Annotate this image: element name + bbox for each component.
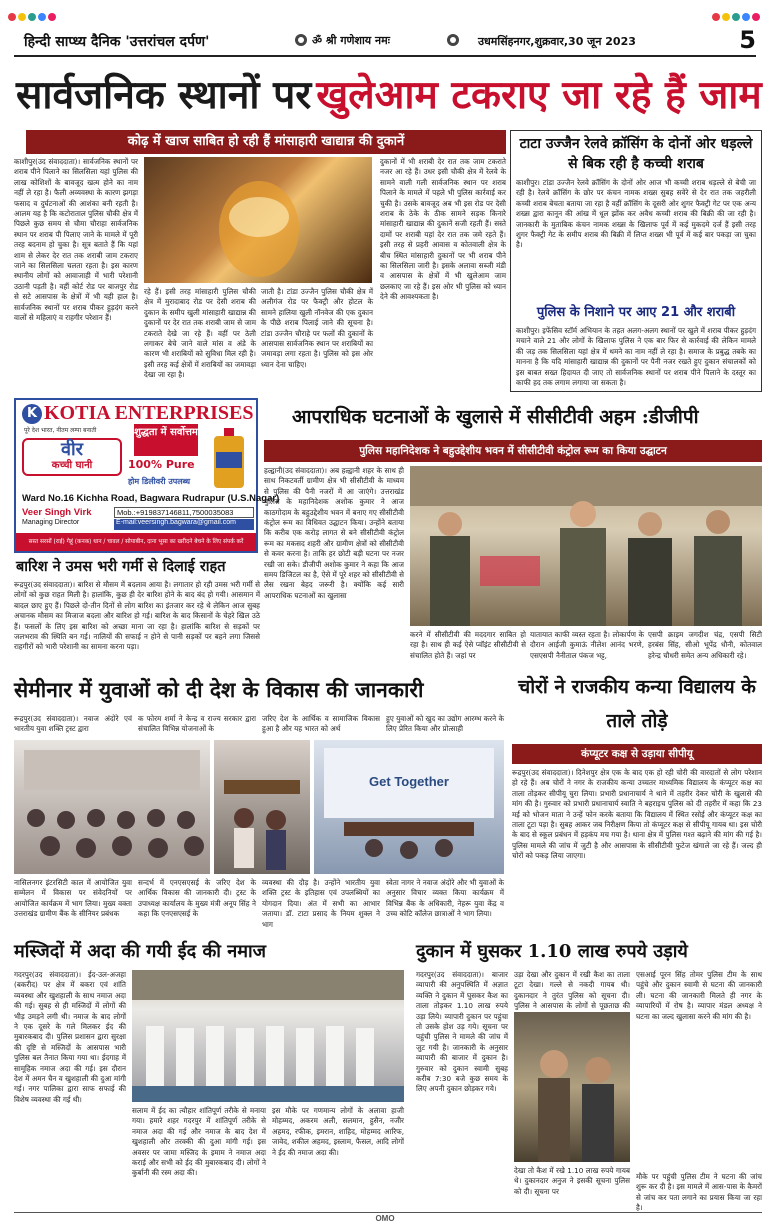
ad-tagline: शुद्धता में सर्वोत्तम <box>134 424 198 456</box>
ad-brand-sub: कच्ची घानी <box>51 460 93 471</box>
color-dots-right <box>682 6 762 18</box>
news-photo <box>214 740 310 874</box>
article-column: हल्द्वानी(उद संवाददाता)। अब हल्द्वानी शहर के साथ ही साथ निकटवर्ती ग्रामीण क्षेत्र भी सीसीटीवी के माध्यम से पुलिस की पैनी नजरों में आ जाएंगे। उत्तराखंड पुलिस के महानिदेशक अशोक कुमार ने आज काठगोदाम के बहुउद्देशीय भवन में बनाए गए सीसीटीवी कंट्रोल रूम का विधिवत उद्घाटन किया। उन्होंने बताया कि करीब एक करोड़ लागत से बने सीसीटीवी कंट्रोल रूम का मकसद शहरी और ग्रामीण क्षेत्रों को सीसीटीवी से कवर करना है। ताकि हर छोटी बड़ी घटना पर नजर रखी जा सके। डीजीपी अशोक कुमार ने कहा कि आज समय डिजिटल का है, ऐसे में पूरे शहर को सीसीटीवी से लैस रखना बेहद जरूरी है। क्योंकि कई सारी आपराधिक घटनाओं का खुलासा <box>264 466 404 600</box>
article-body: काशीपुर। टांडा उज्जैन रेलवे क्रॉसिंग के दोनों ओर आज भी कच्ची शराब धड़ल्ले से बेची जा रही है। रेलवे क्रॉसिंग के छोर पर कंचन नामक शख्स सुबह सवेरे से देर रात तक जहरीली कच्ची शराब बेचता बताया जा रहा है वहीं क्रॉसिंग के दूसरी ओर शुगर फैक्ट्री गेट पर एक अन्य शख्स द्वारा कानून की आंख में धूल झोंक कर अवैध कच्ची शराब की बिक्री की जा रही है। जानकारी के मुताबिक कंचन नामक शख्स के खिलाफ पूर्व में कई मुकदमे दर्ज हैं इसी तरह शुगर फैक्ट्री गेट के समीप शराब की बिक्री में लिप्त शख्स भी पूर्व में कई बार पकड़ा जा चुका है। <box>516 178 756 250</box>
article-subhead: कोढ़ में खाज साबित हो रही हैं मांसाहारी खाद्यान्न की दुकानें <box>26 130 506 154</box>
dot-icon <box>48 13 56 21</box>
dot-icon <box>752 13 760 21</box>
banner-headline <box>16 64 762 126</box>
article-headline: बारिश ने उमस भरी गर्मी से दिलाई राहत <box>16 559 226 575</box>
article-column: स्वेता नागर ने नवाज अंदोरे और भी युवाओं के अनुसार विचार व्यक्त किया कार्यक्रम में विभिन्न बैंक के अधिकारी, नेहरू युवा केंद्र व उच्च कोटि कॉलेज छात्राओं ने भाग लिया। <box>386 878 504 919</box>
banner-part1: सार्वजनिक स्थानों पर <box>16 72 312 118</box>
photo-caption: यातायात काफी व्यस्त रहता है। लोकार्पण के दौरान आईजी कुमाऊं नीलेश आनंद भरणे, एसएसपी नैनीताल पंकज भट्ट, <box>530 630 644 660</box>
invocation: ॐ श्री गणेशाय नमः <box>312 34 390 47</box>
page-number: 5 <box>739 26 756 54</box>
ad-logo-icon: K <box>22 404 42 424</box>
article-column: व्यवस्था की दौड़ है। उन्होंने भारतीय युवा शक्ति ट्रस्ट के इतिहास एवं उपलब्धियों का योगदान दिया। अंत में सभी का आभार जताया। डॉ. टाटा प्रसाद के नियम शुक्ल ने भाग <box>262 878 380 929</box>
stage-text: Get Together <box>369 774 449 789</box>
article-column: इस मौके पर गणमान्य लोगों के अलावा हाजी मोहम्मद, अकरम अली, सलमान, हुसैन, नजीर अहमद, रफीक, इमरान, शाहिद, मोहम्मद आरिफ, जावेद, शकील अहमद, इस्लाम, फैसल, आदि लोगों ने ईद की नमाज अदा की। <box>272 1106 404 1157</box>
footer-rule <box>14 1212 762 1213</box>
emblem-icon <box>294 33 308 47</box>
article-headline: पुलिस के निशाने पर आए 21 और शराबी <box>536 305 736 320</box>
dot-icon <box>18 13 26 21</box>
ad-brand: वीर <box>60 439 84 460</box>
footer-mark: OMO <box>375 1214 395 1223</box>
dot-icon <box>722 13 730 21</box>
dot-icon <box>732 13 740 21</box>
ad-contact-role: Managing Director <box>22 519 80 526</box>
news-photo <box>410 466 762 626</box>
article-body: काशीपुर। इफेंसिव स्टॉर्म अभियान के तहत अलग-अलग स्थानों पर खुले में शराब पीकर हुड़दंग मचाने वाले 21 और लोगों के खिलाफ पुलिस ने एक बार फिर से कार्रवाई की लेकिन मामले की जड़ तक सिलसिला यहां क्षेत्र में थमने का नाम नहीं ले रहा है। समाज के प्रबुद्ध तबके का मानना है कि यदि मांसाहारी खाद्यान्न की दुकानों पर पैनी नजर रखते हुए दुकान संचालकों को इस बाबत सख्त हिदायत दी जाए तो सार्वजनिक स्थानों पर शराब पीने पिलाने के दस्तूर का काफी हद तक लगाम लगाया जा सकता है। <box>516 326 756 388</box>
article-column: जाती है। टांडा उज्जैन पुलिस चौकी क्षेत्र में अलीगंज रोड पर फैक्ट्री और होटल के सामने हालिया खुली नॉनवेज की एक दुकान के पीछे शराब पिलाई जाने की सूचना है। टांडा उज्जैन चौराहे पर फलों की दुकानों के आसपास सार्वजनिक स्थान पर शराबियों का जमावड़ा लगा रहता है। पुलिस को इस ओर ध्यान देना चाहिए। <box>261 287 373 369</box>
article-headline: आपराधिक घटनाओं के खुलासे में सीसीटीवी अहम :डीजीपी <box>292 406 699 428</box>
article-headline: दुकान में घुसकर 1.10 लाख रुपये उड़ाये <box>416 941 688 962</box>
oil-bottle-icon <box>208 428 250 490</box>
article-subhead: कंप्यूटर कक्ष से उड़ाया सीपीयू <box>512 744 762 764</box>
photo-caption: करने में सीसीटीवी की मददगार साबित हो रहा है। साथ ही कई ऐसे प्वॉइंट सीसीटीवी से संचालित होते हैं। जहां पर <box>410 630 526 660</box>
news-photo <box>144 157 372 283</box>
paper-name: हिन्दी साप्ध्य दैनिक 'उत्तरांचल दर्पण' <box>24 34 210 50</box>
article-headline: मस्जिदों में अदा की गयी ईद की नमाज <box>14 941 266 962</box>
dot-icon <box>742 13 750 21</box>
article-body: रूद्रपुर(उद संवाददाता)। दिनेशपुर क्षेत्र एक के बाद एक हो रही चोरी की वारदातों से लोग परेशान हो रहे हैं। अब चोरों ने नगर के राजकीय कन्या उच्चतर माध्यमिक विद्यालय के कंप्यूटर कक्ष का ताला तोड़कर सीपीयू चुरा लिया। प्रभारी प्रधानाचार्य ने थाने में तहरीर देकर चोरी के खुलासे की मांग की है। गुरुवार को प्रभारी प्रधानाचार्य स्वाति ने बहराइच पुलिस को दी तहरीर में कहा कि 23 मई को भोजन माता ने उन्हें फोन करके बताया कि विद्यालय में स्थित रसोई और कंप्यूटर कक्ष का ताला टूटा पड़ा है। सुबह आकर जब निरीक्षण किया तो कंप्यूटर कक्ष से सीपीयू गायब था। इस चोरी के बाद से स्कूल प्रबंधन में हड़कंप मच गया है। थाना क्षेत्र में पुलिस गश्त बढ़ाने की मांग की गई है। पुलिस मामले की जांच में जुटी है और आसपास के सीसीटीवी फुटेज खंगाले जा रहे हैं। जल्द ही चोरों को पकड़ लिया जाएगा। <box>512 768 762 861</box>
emblem-icon <box>446 33 460 47</box>
article-column: नासिलनगर इंटरसिटी काल में आयोजित युवा सम्मेलन में विकास पर संवेदनियों पर आयोजित कार्यक्रम में भाग लिया। मुख्य वक्ता उत्तराखंड ग्रामीण बैंक के सीनियर प्रबंधक <box>14 878 132 919</box>
article-column: दुकानों में भी शराबी देर रात तक जाम टकराते नजर आ रहे हैं। उधर इसी चौकी क्षेत्र में रेलवे के सामने वाली गली सार्वजनिक स्थान पर शराब पिलाने के मामले में पहले भी पुलिस कार्रवाई कर चुकी है। उसके बावजूद अब भी इस रोड पर देसी शराब के ठेके के ठीक सामने सड़क किनारे मांसाहारी खाद्यान्न की दुकानें सजी रहती हैं। सस्ते दामों पर शराबी यहां देर रात तक जमे रहते हैं। इसी तरह से प्रहरी आवास व कोतवाली क्षेत्र के बीच स्थित मांसाहारी दुकानों पर भी शराब पीने का सिलसिला जारी है। इसके अलावा सब्जी मंडी व आसपास के क्षेत्रों में भी खुलेआम जाम छलकाए जा रहे हैं। इस ओर भी पुलिस को ध्यान देने की आवश्यकता है। <box>380 157 506 302</box>
article-body: रूद्रपुर(उद संवाददाता)। बारिश से मौसम में बदलाव आया है। लगातार हो रही उमस भरी गर्मी से लोगों को कुछ राहत मिली है। हालांकि, कुछ ही देर बारिश होने के बाद बंद हो गयी। आसमान में बादल छाए हुए हैं। पिछले दो-तीन दिनों से लोग बारिश का इंतजार कर रहे थे लेकिन आज सुबह अचानक मौसम का मिजाज बदला और बारिश हो गई। बारिश के बाद किसानों के चेहरे खिल उठे हैं। फसलों के लिए इस बारिश को अच्छा माना जा रहा है। हालांकि बारिश से सड़कों पर जलभराव की स्थिति बन गई। नालियों की सफाई न होने से पानी सड़कों पर बहने लगा जिससे राहगीरों को भारी परेशानी का सामना करना पड़ा। <box>14 580 260 652</box>
article-column: सलाम में ईद का त्यौहार शांतिपूर्ण तरीके से मनाया गया। हमारे शहर गदरपुर में शांतिपूर्ण तरीके से नमाज अदा की गई और नमाज के बाद देश में खुशहाली और तरक्की की दुआ मांगी गई। इस अवसर पर जामा मस्जिद के इमाम ने नमाज अदा कराई और सभी को ईद की मुबारकबाद दी। लोगों ने कुर्बानी की रस्म अदा की। <box>132 1106 266 1178</box>
article-column: सन्दर्भ में एनएसएसई के जरिए देश के आर्थिक विकास की जानकारी दी। ट्रस्ट के उपाध्यक्ष कार्यालय के मुख्य मंत्री अनूप सिंह ने कहा कि एनएसएसई के <box>138 878 256 919</box>
ad-footer: सस्त सरसों (राई) गेहूं (कनक) धान / चावल / सोयाबीन, दाना भूसा का खरीदने बेचने के लिए संपर्क करें <box>16 533 256 551</box>
article-column: उड़ा देखा और दुकान में रखी कैश का ताला टूटा देखा। गल्ले से नकदी गायब थी। दुकानदार ने तुरंत पुलिस को सूचना दी। पुलिस ने आसपास के लोगों से पूछताछ की <box>514 970 630 1011</box>
photo-caption: एसपी क्राइम जगदीश चंद्र, एसपी सिटी हरबंस सिंह, सीओ भूपेंद्र धौनी, कोतवाल हरेन्द्र चौधरी समेत अन्य अधिकारी रहे। <box>648 630 762 660</box>
dot-icon <box>712 13 720 21</box>
ad-contact-name: Veer Singh Virk <box>22 507 92 518</box>
ad-delivery: होम डिलीवरी उपलब्ध <box>128 477 191 486</box>
news-photo <box>14 740 210 874</box>
dot-icon <box>38 13 46 21</box>
article-column: रूद्रपुर(उद संवाददाता)। नवाज अंदोरे एवं भारतीय युवा शक्ति ट्रस्ट द्वारा <box>14 714 132 734</box>
article-column: गदरपुर(उद संवाददाता)। बाजार व्यापारी की अनुपस्थिति में अज्ञात व्यक्ति ने दुकान में घुसकर कैश का ताला तोड़कर 1.10 लाख रुपये उड़ा लिये। व्यापारी दुकान पर पहुंचा तो उसके होश उड़ गये। सूचना पर पहुंची पुलिस ने मामले की जांच में जुट गयी है। जानकारी के अनुसार व्यापारी की बाजार में दुकान है। गुरुवार को दुकान स्वामी सुबह करीब 7:30 बजे कुछ समय के लिए अपनी दुकान छोड़कर गये। <box>416 970 508 1094</box>
banner-part2: खुलेआम टकराए जा रहे हैं जाम <box>316 72 762 118</box>
news-photo <box>514 1012 630 1162</box>
ad-slogan: पूरे देश भारत, नीतम लम्पा बनाती <box>24 427 97 434</box>
article-column: रहे हैं। इसी तरह मांसाहारी पुलिस चौकी क्षेत्र में मुरादाबाद रोड पर देसी शराब की दुकान के समीप खुली मांसाहारी खाद्यान्न की दुकानों पर देर रात तक शराबी जाम से जाम टकराते देखे जा रहे हैं। वहीं पर ठेली लगाकर बेचे जाने वाले मांस व अंडे के कारण भी शराबियों को सुविधा मिल रही है। इसी तरह कई क्षेत्रों में शराबियों का जमावड़ा देखा जा रहा है। <box>144 287 256 380</box>
news-photo <box>132 970 404 1102</box>
advertisement <box>14 398 280 553</box>
article-column: काशीपुर(उद संवाददाता)। सार्वजनिक स्थानों पर शराब पीने पिलाने का सिलसिला यहां पुलिस की लाख कोशिशों के बावजूद खत्म होने का नाम नहीं ले रहा है। फैली अव्यवस्था के कारण झगड़ा फसाद व दुर्घटनाओं की आशंका बनी रहती है। आलम यह है कि कटोराताल पुलिस चौकी क्षेत्र में पिछले कुछ समय से चौमा चौराहा सार्वजनिक स्थान पर शराब पी पिलाए जाने के मामले में पूरी तरह बदनाम हो चुका है। सूत्र बताते हैं कि यहां शाम से लेकर देर रात तक शराबी जाम टकराए जाने का सिलसिला चलता रहता है। इस कारण स्थानीय लोगों को आवाजाही में भारी परेशानी उठानी पड़ती है। वहीं कोर्ट रोड पर बाजपुर रोड से सटे आसपास के क्षेत्रों में भी यही हाल है। सार्वजनिक स्थानों पर शराब पीकर हुड़दंग करने वालों से महिलाएं व राहगीर परेशान हैं। <box>14 157 138 323</box>
article-column: गदरपुर(उद संवाददाता)। ईद-उल-अजहा (बकरीद) पर क्षेत्र में बकरा एवं शांति व्यवस्था और खुशहाली के साथ नमाज अदा की गई। सुबह से ही मस्जिदों में लोगों की भीड़ उमड़ने लगी थी। नमाज के बाद लोगों ने एक दूसरे के गले मिलकर ईद की मुबारकबाद दी। पुलिस प्रशासन द्वारा सुरक्षा की दृष्टि से मस्जिदों के आसपास भारी पुलिस बल तैनात किया गया था। ईदगाह में सामूहिक नमाज अदा की गई। इस दौरान देश में अमन चैन व खुशहाली की दुआ मांगी गई। नगर पालिका द्वारा साफ सफाई की विशेष व्यवस्था की गई थी। <box>14 970 126 1104</box>
photo-caption: मौके पर पहुंची पुलिस टीम ने घटना की जांच शुरू कर दी है। इस मामले में आस-पास के कैमरों से जांच कर पता लगाने का प्रयास किया जा रहा है। <box>636 1172 762 1213</box>
ad-pure: 100% Pure <box>128 458 195 471</box>
ad-company: KOTIA ENTERPRISES <box>44 402 254 424</box>
color-dots-left <box>8 6 88 18</box>
article-headline: चोरों ने राजकीय कन्या विद्यालय के ताले तोड़े <box>518 676 756 732</box>
ad-brand-box <box>22 438 122 476</box>
photo-caption: देखा तो कैश में रखे 1.10 लाख रुपये गायब थे। दुकानदार अनुज ने इसकी सूचना पुलिस को दी। सूचना पर <box>514 1166 630 1196</box>
article-headline: सेमीनार में युवाओं को दी देश के विकास की जानकारी <box>14 677 424 702</box>
article-headline: टाटा उज्जैन रेलवे क्रॉसिंग के दोनों ओर धड़ल्ले से बिक रही है कच्ची शराब <box>519 136 753 172</box>
news-photo <box>314 740 504 874</box>
ad-email: E-mail:veersingh.bagwara@gmail.com <box>114 519 254 530</box>
dateline: उधमसिंहनगर,शुक्रवार,30 जून 2023 <box>478 35 636 48</box>
dot-icon <box>28 13 36 21</box>
masthead-rule <box>14 55 756 57</box>
ad-mobile: Mob.:+919837146811,7500035083 <box>114 507 254 518</box>
article-column: क फोरम शर्मा ने केन्द्र व राज्य सरकार द्वारा संचालित विभिन्न योजनाओं के <box>138 714 256 734</box>
dot-icon <box>8 13 16 21</box>
ad-address: Ward No.16 Kichha Road, Bagwara Rudrapur (U.S.Nagar) <box>22 493 280 504</box>
article-subhead: पुलिस महानिदेशक ने बहुउद्देशीय भवन में सीसीटीवी कंट्रोल रूम का किया उद्घाटन <box>264 440 762 462</box>
article-column: एसआई पूरन सिंह तोमर पुलिस टीम के साथ पहुंचे और दुकान स्वामी से घटना की जानकारी ली। घटना की जानकारी मिलते ही नगर के व्यापारियों में रोष है। व्यापार मंडल अध्यक्ष ने घटना का जल्द खुलासा करने की मांग की है। <box>636 970 762 1021</box>
masthead <box>0 0 770 62</box>
article-column: हुए युवाओं को खुद का उद्योग आरम्भ करने के लिए प्रेरित किया और प्रोत्साही <box>386 714 504 734</box>
article-column: जरिए देश के आर्थिक व सामाजिक विकास हुआ है और यह भारत को अर्थ <box>262 714 380 734</box>
